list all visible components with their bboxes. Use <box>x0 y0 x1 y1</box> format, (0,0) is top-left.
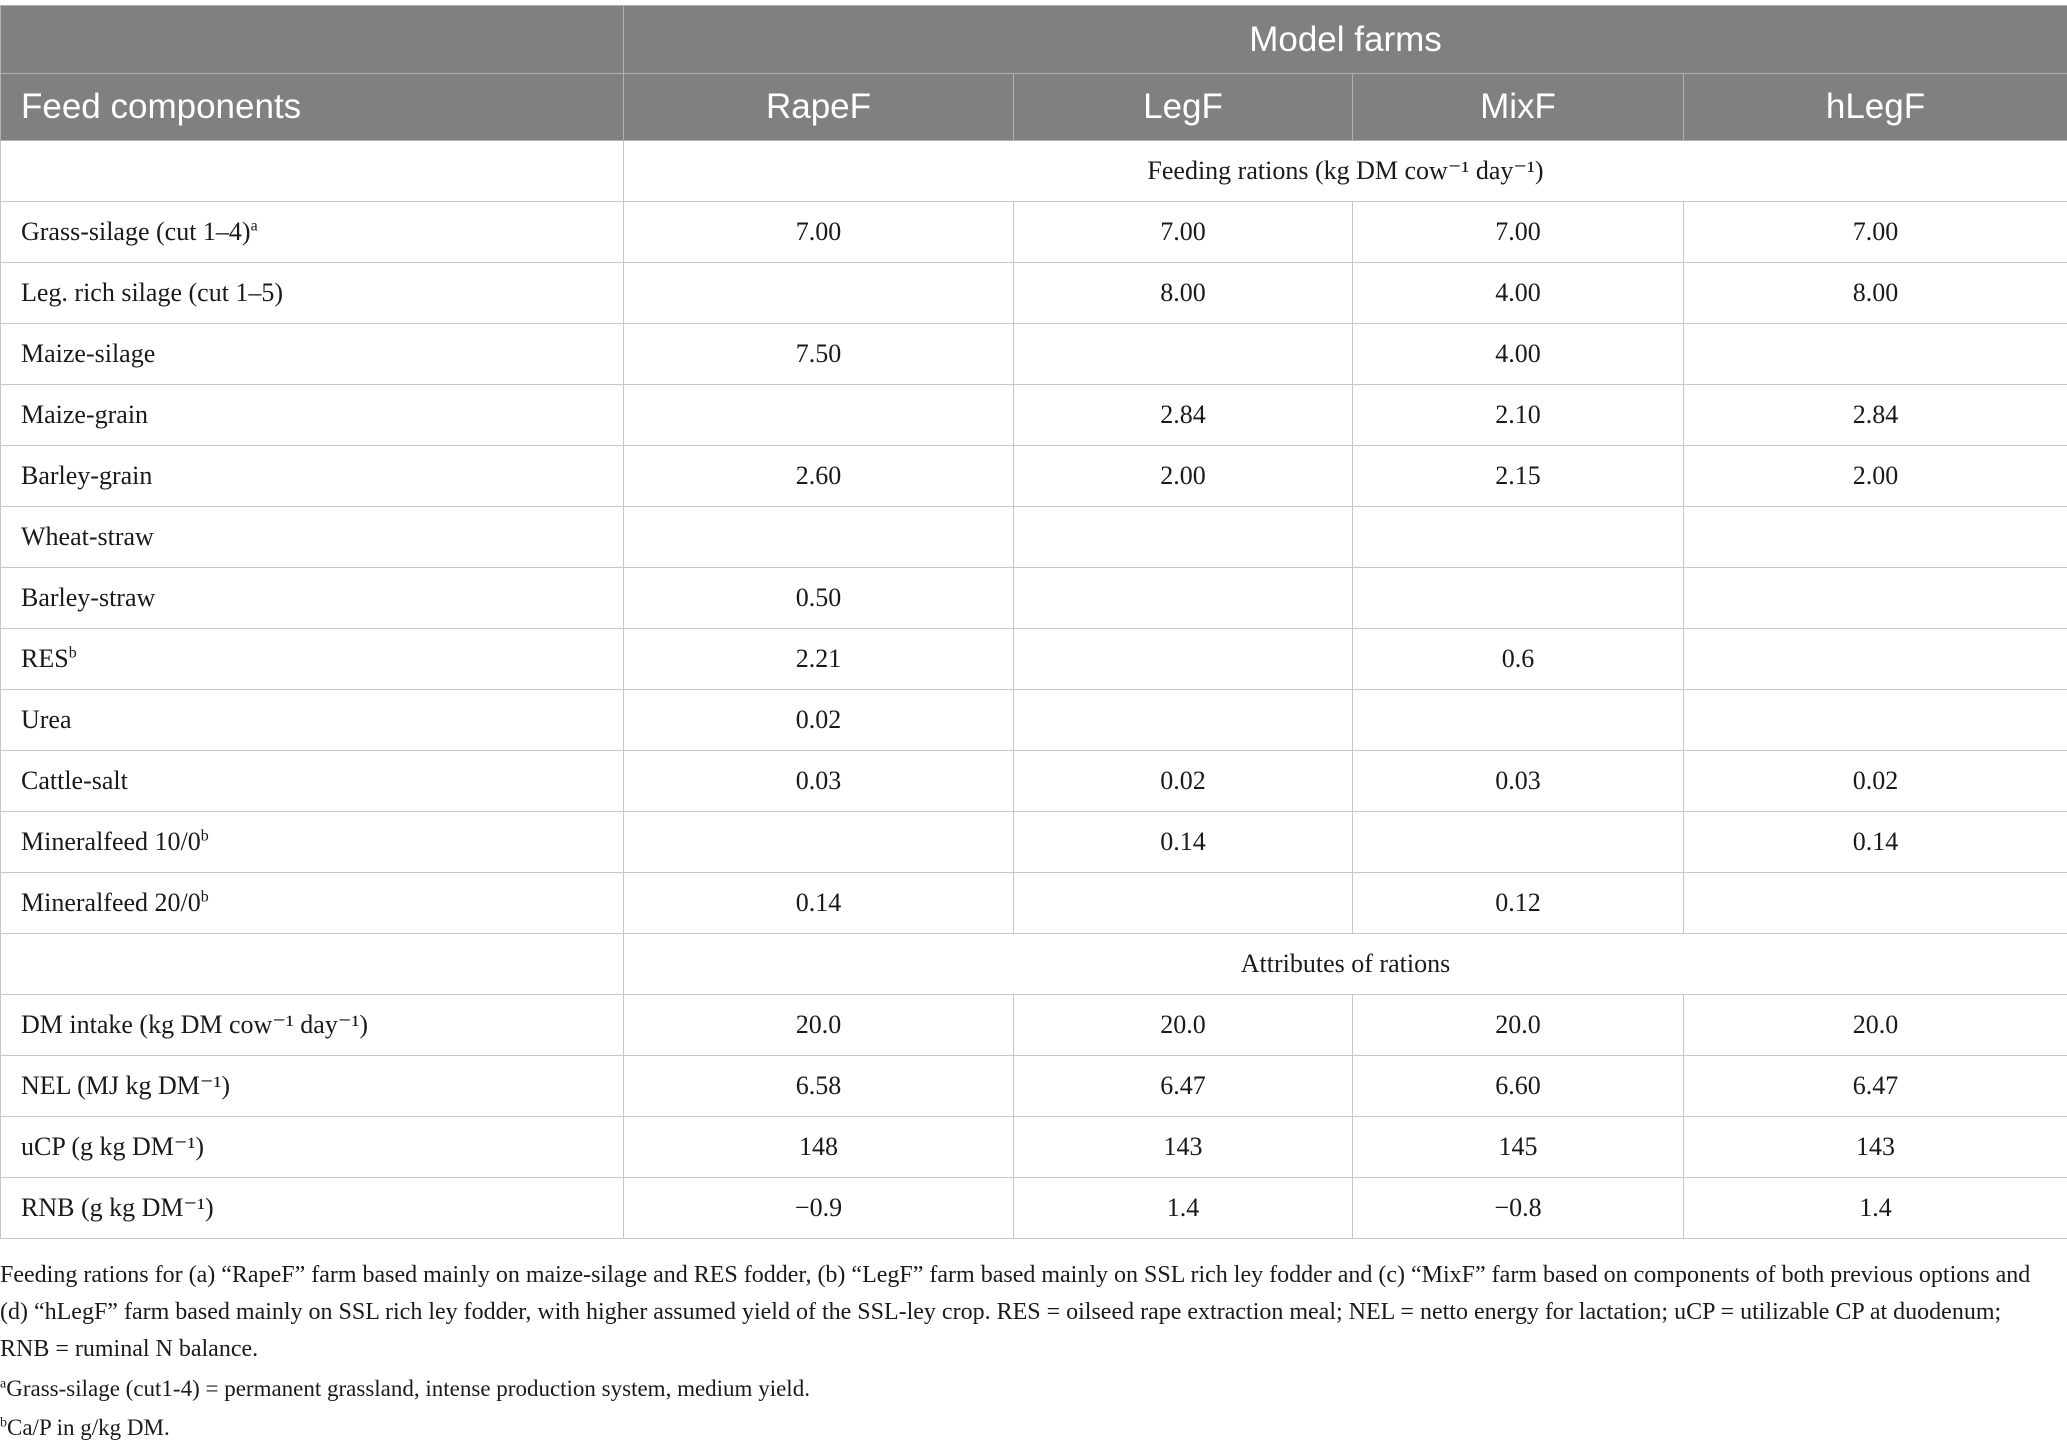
value-cell-hlegf: 20.0 <box>1684 995 2067 1056</box>
table-header <box>1 6 2067 141</box>
row-label <box>1 446 624 507</box>
value-cell-legf: 2.00 <box>1014 446 1353 507</box>
value-cell-mixf <box>1353 812 1684 873</box>
value-cell-rapef: 2.60 <box>624 446 1014 507</box>
table-notes <box>0 1257 2040 1446</box>
value-cell-hlegf: 0.02 <box>1684 751 2067 812</box>
attribute-row <box>1 1178 2067 1239</box>
row-label-text: Mineralfeed 10/0 <box>21 827 201 856</box>
footnote-a <box>0 1370 2040 1407</box>
row-label-text: Urea <box>21 705 72 734</box>
feed-row <box>1 568 2067 629</box>
value-cell-mixf: 4.00 <box>1353 263 1684 324</box>
footnote-a-text: Grass-silage (cut1-4) = permanent grassland, intense production system, medium yield. <box>6 1376 810 1401</box>
value-cell-legf <box>1014 568 1353 629</box>
feed-row <box>1 629 2067 690</box>
row-label-text: Mineralfeed 20/0 <box>21 888 201 917</box>
feed-row <box>1 263 2067 324</box>
column-header-legf: LegF <box>1014 74 1353 141</box>
row-label <box>1 324 624 385</box>
value-cell-mixf: 0.03 <box>1353 751 1684 812</box>
value-cell-mixf: −0.8 <box>1353 1178 1684 1239</box>
row-label <box>1 1056 624 1117</box>
value-cell-rapef: 0.02 <box>624 690 1014 751</box>
attribute-row <box>1 1056 2067 1117</box>
attribute-row <box>1 995 2067 1056</box>
section-row-feeding <box>1 141 2067 202</box>
row-label <box>1 385 624 446</box>
section-title-attributes: Attributes of rations <box>624 934 2067 995</box>
section-blank-cell <box>1 141 624 202</box>
footnote-b-mark: b <box>0 1415 7 1431</box>
footnote-b <box>0 1409 2040 1446</box>
value-cell-legf <box>1014 324 1353 385</box>
value-cell-hlegf: 2.84 <box>1684 385 2067 446</box>
row-label <box>1 629 624 690</box>
value-cell-hlegf: 1.4 <box>1684 1178 2067 1239</box>
row-label <box>1 263 624 324</box>
row-label-text: Maize-grain <box>21 400 149 429</box>
feed-row <box>1 324 2067 385</box>
value-cell-rapef: 0.50 <box>624 568 1014 629</box>
value-cell-mixf: 6.60 <box>1353 1056 1684 1117</box>
footnote-marker: a <box>250 217 258 235</box>
row-label <box>1 690 624 751</box>
value-cell-rapef: 6.58 <box>624 1056 1014 1117</box>
value-cell-hlegf: 143 <box>1684 1117 2067 1178</box>
value-cell-legf: 8.00 <box>1014 263 1353 324</box>
feed-row <box>1 751 2067 812</box>
value-cell-mixf: 7.00 <box>1353 202 1684 263</box>
value-cell-mixf: 0.6 <box>1353 629 1684 690</box>
table-body <box>1 141 2067 1239</box>
row-label-text: Grass-silage (cut 1–4) <box>21 217 251 246</box>
row-label <box>1 202 624 263</box>
footnote-marker: b <box>200 888 209 906</box>
model-farms-header: Model farms <box>624 6 2067 74</box>
feed-row <box>1 385 2067 446</box>
value-cell-mixf <box>1353 507 1684 568</box>
row-label <box>1 812 624 873</box>
value-cell-hlegf <box>1684 629 2067 690</box>
row-label-text: RNB (g kg DM⁻¹) <box>21 1193 214 1222</box>
row-label-text: Cattle-salt <box>21 766 128 795</box>
row-label-text: Wheat-straw <box>21 522 154 551</box>
attribute-row <box>1 1117 2067 1178</box>
value-cell-hlegf <box>1684 324 2067 385</box>
value-cell-legf: 0.02 <box>1014 751 1353 812</box>
footnote-b-text: Ca/P in g/kg DM. <box>7 1415 170 1440</box>
value-cell-rapef: 0.03 <box>624 751 1014 812</box>
value-cell-hlegf <box>1684 690 2067 751</box>
feed-components-header: Feed components <box>1 74 624 141</box>
row-label <box>1 1117 624 1178</box>
feed-row <box>1 507 2067 568</box>
row-label <box>1 995 624 1056</box>
feed-row <box>1 446 2067 507</box>
value-cell-hlegf <box>1684 873 2067 934</box>
footnote-marker: b <box>68 644 77 662</box>
feed-row <box>1 812 2067 873</box>
value-cell-hlegf: 7.00 <box>1684 202 2067 263</box>
feed-row <box>1 873 2067 934</box>
value-cell-rapef: 148 <box>624 1117 1014 1178</box>
value-cell-rapef: 20.0 <box>624 995 1014 1056</box>
row-label-text: Barley-straw <box>21 583 156 612</box>
row-label-text: NEL (MJ kg DM⁻¹) <box>21 1071 231 1100</box>
row-label-text: RES <box>21 644 69 673</box>
feeding-rations-table <box>0 5 2067 1239</box>
row-label <box>1 1178 624 1239</box>
value-cell-rapef: −0.9 <box>624 1178 1014 1239</box>
value-cell-mixf: 145 <box>1353 1117 1684 1178</box>
value-cell-legf <box>1014 507 1353 568</box>
value-cell-hlegf: 0.14 <box>1684 812 2067 873</box>
value-cell-rapef: 0.14 <box>624 873 1014 934</box>
column-header-hlegf: hLegF <box>1684 74 2067 141</box>
value-cell-rapef <box>624 507 1014 568</box>
footnote-a-mark: a <box>0 1376 7 1392</box>
footnote-marker: b <box>200 827 209 845</box>
section-title-feeding: Feeding rations (kg DM cow⁻¹ day⁻¹) <box>624 141 2067 202</box>
row-label <box>1 507 624 568</box>
value-cell-legf <box>1014 690 1353 751</box>
value-cell-hlegf: 2.00 <box>1684 446 2067 507</box>
column-header-mixf: MixF <box>1353 74 1684 141</box>
value-cell-legf: 0.14 <box>1014 812 1353 873</box>
header-blank-cell <box>1 6 624 74</box>
value-cell-legf: 20.0 <box>1014 995 1353 1056</box>
row-label <box>1 568 624 629</box>
value-cell-legf: 143 <box>1014 1117 1353 1178</box>
value-cell-mixf <box>1353 568 1684 629</box>
value-cell-hlegf: 8.00 <box>1684 263 2067 324</box>
value-cell-rapef <box>624 263 1014 324</box>
row-label-text: uCP (g kg DM⁻¹) <box>21 1132 205 1161</box>
value-cell-rapef <box>624 385 1014 446</box>
value-cell-mixf: 2.10 <box>1353 385 1684 446</box>
row-label-text: Maize-silage <box>21 339 156 368</box>
value-cell-mixf: 2.15 <box>1353 446 1684 507</box>
value-cell-rapef: 7.00 <box>624 202 1014 263</box>
value-cell-hlegf <box>1684 507 2067 568</box>
value-cell-rapef <box>624 812 1014 873</box>
table-container <box>0 5 2067 1239</box>
row-label-text: Leg. rich silage (cut 1–5) <box>21 278 284 307</box>
row-label-text: DM intake (kg DM cow⁻¹ day⁻¹) <box>21 1010 369 1039</box>
section-blank-cell <box>1 934 624 995</box>
value-cell-legf: 2.84 <box>1014 385 1353 446</box>
table-caption: Feeding rations for (a) “RapeF” farm based mainly on maize-silage and RES fodder, (b) “LegF” farm based mainly on SSL rich ley fodder and (c) “MixF” farm based on components of both previous options and (d) “hLegF” farm based mainly on SSL rich ley fodder, with higher assumed yield of the SSL-ley crop. RES = oilseed rape extraction meal; NEL = netto energy for lactation; uCP = utilizable CP at duodenum; RNB = ruminal N balance. <box>0 1262 2031 1362</box>
value-cell-mixf: 4.00 <box>1353 324 1684 385</box>
value-cell-mixf: 0.12 <box>1353 873 1684 934</box>
value-cell-legf: 6.47 <box>1014 1056 1353 1117</box>
row-label-text: Barley-grain <box>21 461 153 490</box>
value-cell-legf <box>1014 629 1353 690</box>
section-row-attributes <box>1 934 2067 995</box>
value-cell-mixf <box>1353 690 1684 751</box>
value-cell-hlegf <box>1684 568 2067 629</box>
value-cell-legf: 1.4 <box>1014 1178 1353 1239</box>
value-cell-mixf: 20.0 <box>1353 995 1684 1056</box>
value-cell-hlegf: 6.47 <box>1684 1056 2067 1117</box>
value-cell-legf: 7.00 <box>1014 202 1353 263</box>
feed-row <box>1 690 2067 751</box>
feed-row <box>1 202 2067 263</box>
column-header-rapef: RapeF <box>624 74 1014 141</box>
value-cell-legf <box>1014 873 1353 934</box>
row-label <box>1 873 624 934</box>
value-cell-rapef: 7.50 <box>624 324 1014 385</box>
value-cell-rapef: 2.21 <box>624 629 1014 690</box>
row-label <box>1 751 624 812</box>
